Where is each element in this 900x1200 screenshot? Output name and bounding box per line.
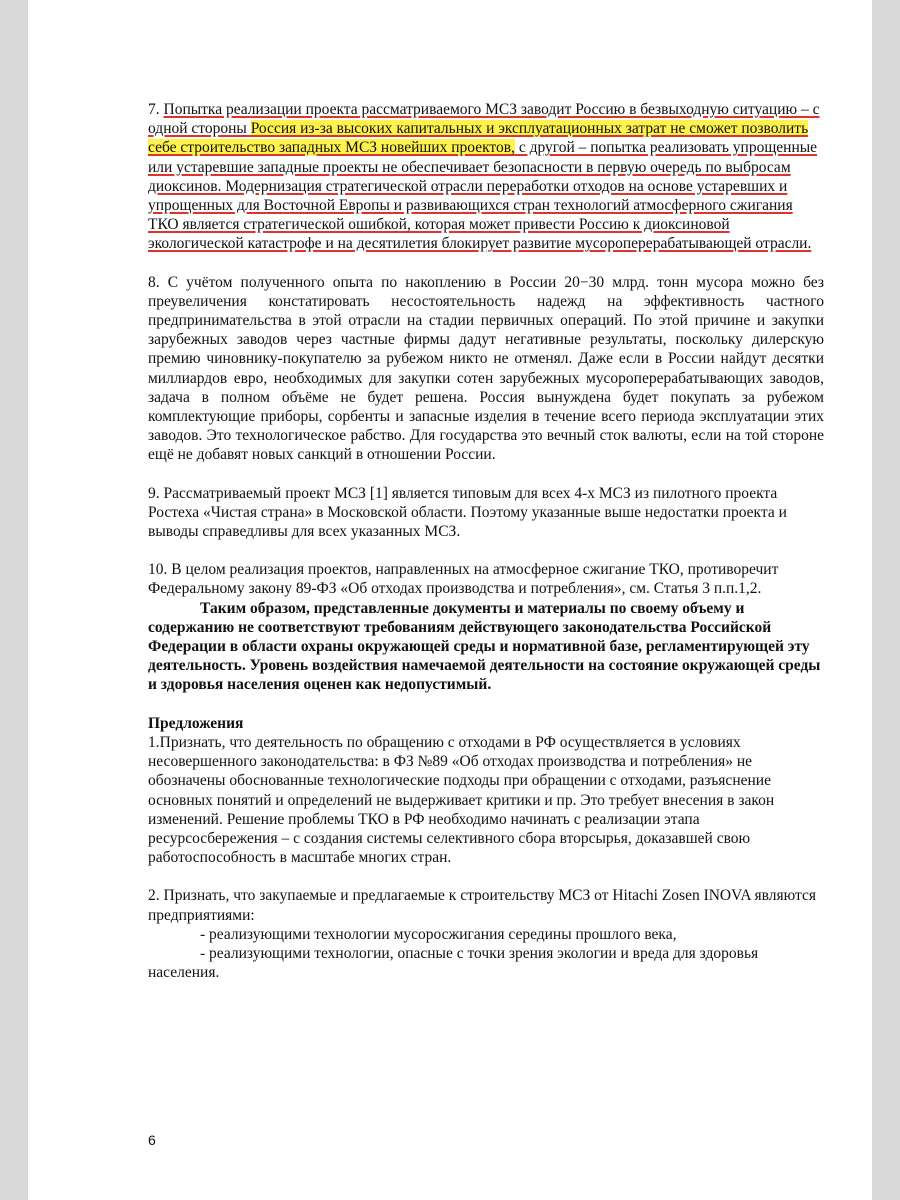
paragraph-7 xyxy=(148,100,824,254)
paragraph-7-underlined-end: с другой – попытка реализовать упрощенные или устаревшие западные проекты не обеспечивает безопасности в первую очередь по выбросам диоксинов. Модернизация стратегической отрасли переработки отходов на основе устаревших и упрощенных для Восточной Европы и развивающихся стран технологий атмосферного сжигания ТКО является стратегической ошибкой, которая может привести Россию к диоксиновой экологической катастрофе и на десятилетия блокирует развитие мусороперерабатывающей отрасли. xyxy=(148,139,818,253)
paragraph-8: 8. С учётом полученного опыта по накоплению в России 20−30 млрд. тонн мусора можно без преувеличения констатировать несостоятельность надежд на эффективность частного предпринимательства в этой отрасли на стадии первичных операций. По этой причине и закупки зарубежных заводов через частные фирмы дадут негативные результаты, поскольку дилерскую премию чиновнику-покупателю за рубежом никто не отменял. Даже если в России найдут десятки миллиардов евро, необходимых для закупки сотен зарубежных мусороперерабатывающих заводов, задача в полном объёме не будет решена. Россия вынуждена будет покупать за рубежом комплектующие приборы, сорбенты и запасные изделия в течение всего периода эксплуатации этих заводов. Это технологическое рабство. Для государства это вечный сток валюты, если на той стороне ещё не добавят новых санкций в отношении России. xyxy=(148,273,824,464)
paragraph-7-highlighted: Россия из-за высоких капитальных и эксплуатационных затрат не сможет позволить себе строительство западных МСЗ новейших проектов, xyxy=(148,120,809,157)
document-page xyxy=(28,0,872,1200)
paragraph-7-underlined-start: Попытка реализации проекта рассматриваемого МСЗ заводит Россию в безвыходную ситуацию – с одной стороны xyxy=(148,101,820,138)
proposal-2-item-1: - реализующими технологии мусоросжигания середины прошлого века, xyxy=(200,925,677,943)
proposal-2-item-2: - реализующими технологии, опасные с точки зрения экологии и вреда для здоровья населения. xyxy=(148,944,759,982)
paragraph-7-number: 7. xyxy=(148,101,164,118)
proposal-2: 2. Признать, что закупаемые и предлагаемые к строительству МСЗ от Hitachi Zosen INOVA являются предприятиями: xyxy=(148,887,816,924)
proposals-heading: Предложения xyxy=(148,714,244,732)
page-content xyxy=(148,100,824,982)
conclusion-paragraph: Таким образом, представленные документы и материалы по своему объему и содержанию не соответствуют требованиям действующего законодательства Российской Федерации в области охраны окружающей среды и нормативной базе, регламентирующей эту деятельность. Уровень воздействия намечаемой деятельности на состояние окружающей среды и здоровья населения оценен как недопустимый. xyxy=(148,599,821,694)
page-number: 6 xyxy=(148,1132,156,1148)
paragraph-10: 10. В целом реализация проектов, направленных на атмосферное сжигание ТКО, противоречит Федеральному закону 89-ФЗ «Об отходах производства и потребления», см. Статья 3 п.п.1,2. xyxy=(148,561,779,598)
proposal-1: 1.Признать, что деятельность по обращению с отходами в РФ осуществляется в условиях несовершенного законодательства: в ФЗ №89 «Об отходах производства и потребления» не обозначены обоснованные технологические подходы при обращении с отходами, разъяснение основных понятий и определений не выдерживает критики и пр. Это требует внесения в закон изменений. Решение проблемы ТКО в РФ необходимо начинать с реализации этапа ресурсосбережения – с создания системы селективного сбора вторсырья, доказавшей свою работоспособность в масштабе многих стран. xyxy=(148,733,775,867)
paragraph-9: 9. Рассматриваемый проект МСЗ [1] является типовым для всех 4-х МСЗ из пилотного проекта Ростеха «Чистая страна» в Московской области. Поэтому указанные выше недостатки проекта и выводы справедливы для всех указанных МСЗ. xyxy=(148,484,787,541)
